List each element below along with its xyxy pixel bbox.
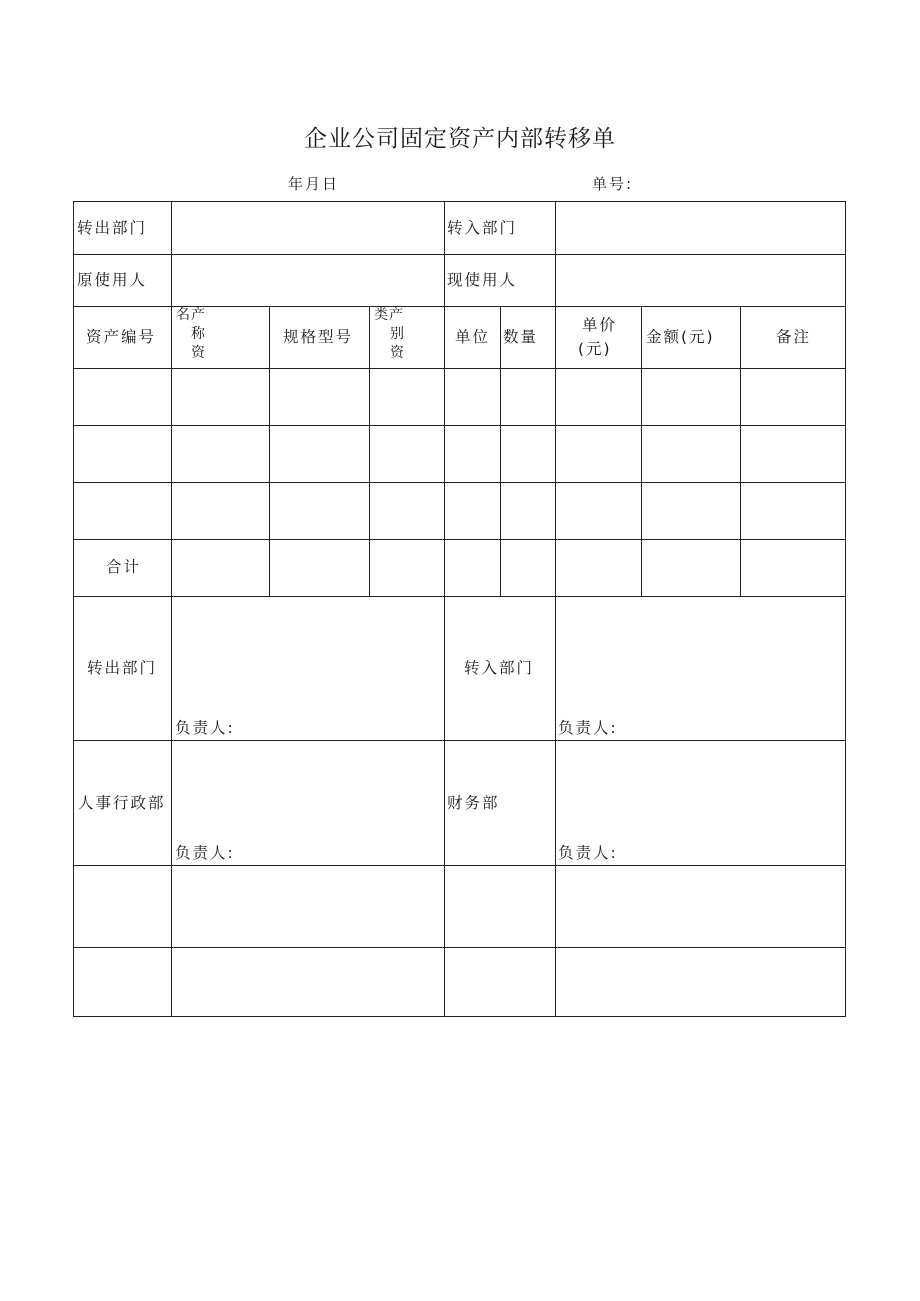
- quantity-header: 数量: [503, 328, 539, 346]
- remark-header: 备注: [776, 328, 812, 346]
- grid-line: [73, 368, 846, 369]
- signoff-in-dept-label: 转入部门: [464, 659, 535, 677]
- grid-line: [73, 201, 74, 1017]
- amount-header: 金额(元): [646, 328, 715, 346]
- grid-line: [444, 201, 445, 1017]
- in-dept-responsible-label: 负责人:: [558, 719, 618, 737]
- form-number-label: 单号:: [592, 175, 634, 193]
- out-dept-label: 转出部门: [77, 219, 148, 237]
- current-user-label: 现使用人: [447, 271, 518, 289]
- grid-line: [73, 596, 846, 597]
- grid-line: [73, 865, 846, 866]
- spec-model-header: 规格型号: [283, 328, 354, 346]
- grid-line: [369, 306, 370, 596]
- hr-admin-dept-label: 人事行政部: [78, 794, 166, 812]
- unit-price-header-top: 单价: [582, 316, 618, 334]
- grid-line: [641, 306, 642, 596]
- original-user-label: 原使用人: [77, 271, 148, 289]
- hr-responsible-label: 负责人:: [175, 844, 235, 862]
- asset-category-header-mid: 别: [390, 326, 405, 342]
- out-dept-responsible-label: 负责人:: [175, 719, 235, 737]
- unit-price-header-bot: (元): [578, 340, 612, 358]
- grid-line: [269, 306, 270, 596]
- grid-line: [845, 201, 846, 1017]
- form-title: 企业公司固定资产内部转移单: [304, 126, 616, 152]
- asset-name-header-mid: 称: [191, 326, 206, 342]
- asset-name-header-top: 名产: [176, 307, 206, 323]
- grid-line: [73, 254, 846, 255]
- grid-line: [171, 201, 172, 1017]
- asset-name-header-bot: 资: [191, 345, 206, 361]
- asset-number-header: 资产编号: [86, 328, 157, 346]
- grid-line: [73, 482, 846, 483]
- grid-line: [740, 306, 741, 596]
- grid-line: [73, 740, 846, 741]
- finance-responsible-label: 负责人:: [558, 844, 618, 862]
- signoff-out-dept-label: 转出部门: [87, 659, 158, 677]
- grid-line: [73, 425, 846, 426]
- total-label: 合计: [106, 558, 142, 576]
- grid-line: [555, 201, 556, 1017]
- grid-line: [500, 306, 501, 596]
- date-label: 年月日: [288, 175, 340, 193]
- finance-dept-label: 财务部: [447, 794, 500, 812]
- in-dept-label: 转入部门: [447, 219, 518, 237]
- unit-header: 单位: [455, 328, 491, 346]
- grid-line: [73, 1016, 846, 1017]
- grid-line: [73, 201, 846, 202]
- asset-category-header-top: 类产: [374, 307, 404, 323]
- grid-line: [73, 539, 846, 540]
- grid-line: [73, 947, 846, 948]
- asset-category-header-bot: 资: [390, 345, 405, 361]
